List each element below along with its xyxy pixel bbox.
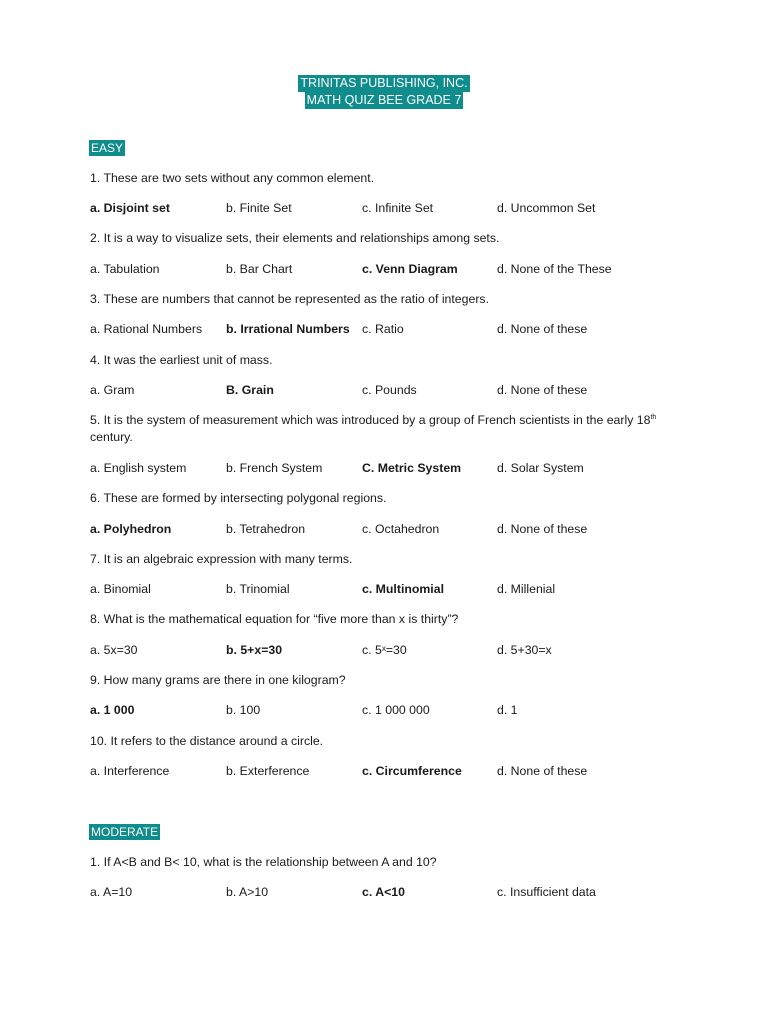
option-a: a. Interference: [90, 764, 170, 778]
option-b: b. Finite Set: [226, 201, 292, 215]
option-a: a. Binomial: [90, 582, 151, 596]
options-row: [90, 321, 690, 338]
options-row: [90, 702, 690, 719]
option-d: d. None of these: [497, 764, 588, 778]
section-label-moderate: MODERATE: [91, 825, 159, 839]
options-row: [90, 382, 690, 399]
option-a: a. Rational Numbers: [90, 322, 203, 336]
option-d: d. Uncommon Set: [497, 201, 596, 215]
option-b: b. Tetrahedron: [226, 522, 306, 536]
option-d: d. Millenial: [497, 582, 556, 596]
options-row: [90, 261, 690, 278]
option-a: a. Tabulation: [90, 262, 160, 276]
question-text: 9. How many grams are there in one kilogram?: [90, 673, 346, 687]
option-d: d. Solar System: [497, 461, 584, 475]
option-a: a. A=10: [90, 885, 133, 899]
options-row: [90, 642, 690, 659]
question-text: 6. These are formed by intersecting polygonal regions.: [90, 491, 387, 505]
question-text: 2. It is a way to visualize sets, their elements and relationships among sets.: [90, 231, 500, 245]
option-c: C. Metric System: [362, 461, 462, 475]
question-text: 7. It is an algebraic expression with many terms.: [90, 552, 353, 566]
option-a: a. 5x=30: [90, 643, 138, 657]
option-a: a. English system: [90, 461, 187, 475]
options-row: [90, 200, 690, 217]
option-d: d. None of the These: [497, 262, 612, 276]
option-d: d. None of these: [497, 383, 588, 397]
option-b: b. Bar Chart: [226, 262, 293, 276]
question-text: 1. These are two sets without any common element.: [90, 171, 375, 185]
publisher-name: TRINITAS PUBLISHING, INC.: [300, 76, 468, 90]
option-c: c. Venn Diagram: [362, 262, 458, 276]
option-c: c. Ratio: [362, 322, 404, 336]
option-b: b. Exterference: [226, 764, 310, 778]
option-c: c. Octahedron: [362, 522, 440, 536]
option-c: c. A<10: [362, 885, 405, 899]
question-text: 10. It refers to the distance around a circle.: [90, 734, 324, 748]
option-b: b. Irrational Numbers: [226, 322, 350, 336]
document-header: [0, 75, 768, 109]
quiz-title: MATH QUIZ BEE GRADE 7: [306, 93, 462, 107]
option-d: d. 1: [497, 703, 518, 717]
option-c: c. Circumference: [362, 764, 462, 778]
option-b: b. A>10: [226, 885, 269, 899]
option-d: d. 5+30=x: [497, 643, 552, 657]
option-d: d. None of these: [497, 322, 588, 336]
option-b: b. Trinomial: [226, 582, 290, 596]
options-row: [90, 581, 690, 598]
option-b: b. 100: [226, 703, 261, 717]
option-d: c. Insufficient data: [497, 885, 596, 899]
option-c: c. Pounds: [362, 383, 417, 397]
option-a: a. Disjoint set: [90, 201, 170, 215]
question-text: 1. If A<B and B< 10, what is the relationship between A and 10?: [90, 855, 437, 869]
option-b: b. French System: [226, 461, 323, 475]
question-text: 8. What is the mathematical equation for “five more than x is thirty”?: [90, 612, 459, 626]
options-row: [90, 884, 690, 901]
option-c: c. Infinite Set: [362, 201, 434, 215]
option-c: c. 5ˣ=30: [362, 643, 407, 657]
section-label-easy: EASY: [91, 141, 124, 155]
options-row: [90, 460, 690, 477]
options-row: [90, 763, 690, 780]
option-d: d. None of these: [497, 522, 588, 536]
option-c: c. 1 000 000: [362, 703, 430, 717]
question-text: 3. These are numbers that cannot be represented as the ratio of integers.: [90, 292, 489, 306]
options-row: [90, 521, 690, 538]
option-b: b. 5+x=30: [226, 643, 283, 657]
option-a: a. 1 000: [90, 703, 135, 717]
option-c: c. Multinomial: [362, 582, 444, 596]
option-a: a. Gram: [90, 383, 135, 397]
option-b: B. Grain: [226, 383, 274, 397]
question-text: 4. It was the earliest unit of mass.: [90, 353, 273, 367]
option-a: a. Polyhedron: [90, 522, 172, 536]
question-text: 5. It is the system of measurement which was introduced by a group of French scientists in the early 18th century.: [90, 413, 657, 444]
